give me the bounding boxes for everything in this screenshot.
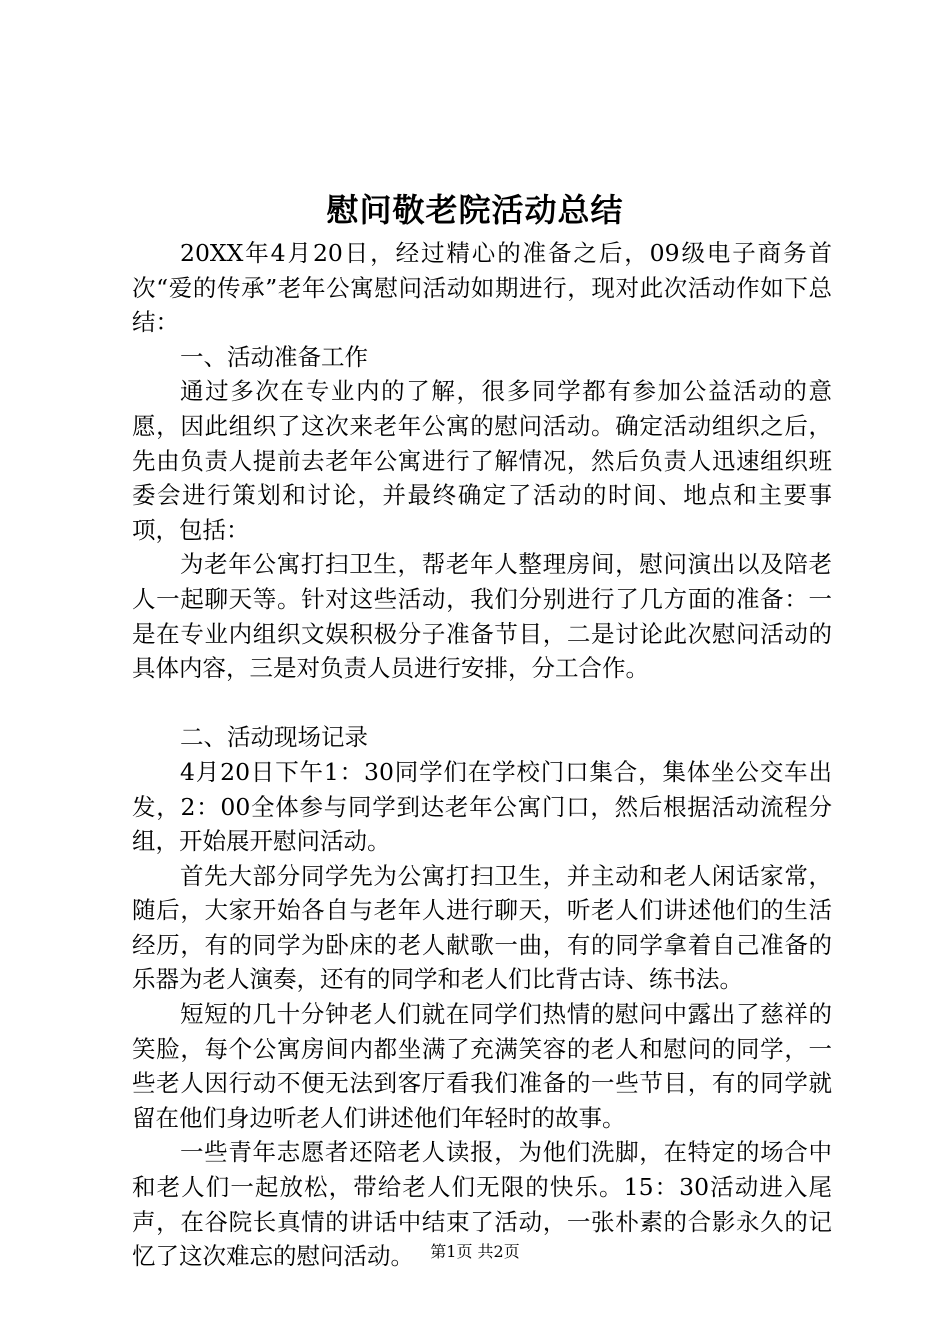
paragraph-spacer — [132, 686, 832, 721]
document-title: 慰问敬老院活动总结 — [326, 191, 624, 229]
section-heading-record: 二、活动现场记录 — [180, 723, 368, 752]
page-footer: 第1页 共2页 — [430, 1242, 520, 1261]
reflection-paragraph: 短短的几十分钟老人们就在同学们热情的慰问中露出了慈祥的笑脸，每个公寓房间内都坐满了充满笑容的老人和慰问的同学，一些老人因行动不便无法到客厅看我们准备的一些节目，有的同学就留在他们身边听老人们讲述他们年轻时的故事。 — [132, 1000, 832, 1132]
activities-paragraph: 为老年公寓打扫卫生，帮老年人整理房间，慰问演出以及陪老人一起聊天等。针对这些活动，我们分别进行了几方面的准备：一是在专业内组织文娱积极分子准备节目，二是讨论此次慰问活动的具体内容，三是对负责人员进行安排，分工合作。 — [132, 550, 832, 683]
intro-paragraph: 20XX年4月20日，经过精心的准备之后，09级电子商务首次“爱的传承”老年公寓慰问活动如期进行，现对此次活动作如下总结： — [132, 239, 832, 337]
schedule-paragraph: 4月20日下午1：30同学们在学校门口集合，集体坐公交车出发，2：00全体参与同学到达老年公寓门口，然后根据活动流程分组，开始展开慰问活动。 — [132, 757, 832, 856]
preparation-paragraph: 通过多次在专业内的了解，很多同学都有参加公益活动的意愿，因此组织了这次来老年公寓的慰问活动。确定活动组织之后，先由负责人提前去老年公寓进行了解情况，然后负责人迅速组织班委会进行策划和讨论，并最终确定了活动的时间、地点和主要事项，包括： — [132, 377, 832, 544]
section-heading-preparation: 一、活动准备工作 — [180, 342, 368, 371]
document-body — [132, 236, 832, 1274]
conclusion-paragraph: 一些青年志愿者还陪老人读报，为他们洗脚，在特定的场合中和老人们一起放松，带给老人们无限的快乐。15：30活动进入尾声，在谷院长真情的讲话中结束了活动，一张朴素的合影永久的记忆了这次难忘的慰问活动。 — [132, 1138, 832, 1271]
interaction-paragraph: 首先大部分同学先为公寓打扫卫生，并主动和老人闲话家常，随后，大家开始各自与老年人进行聊天，听老人们讲述他们的生活经历，有的同学为卧床的老人献歌一曲，有的同学拿着自己准备的乐器为老人演奏，还有的同学和老人们比背古诗、练书法。 — [132, 861, 832, 994]
